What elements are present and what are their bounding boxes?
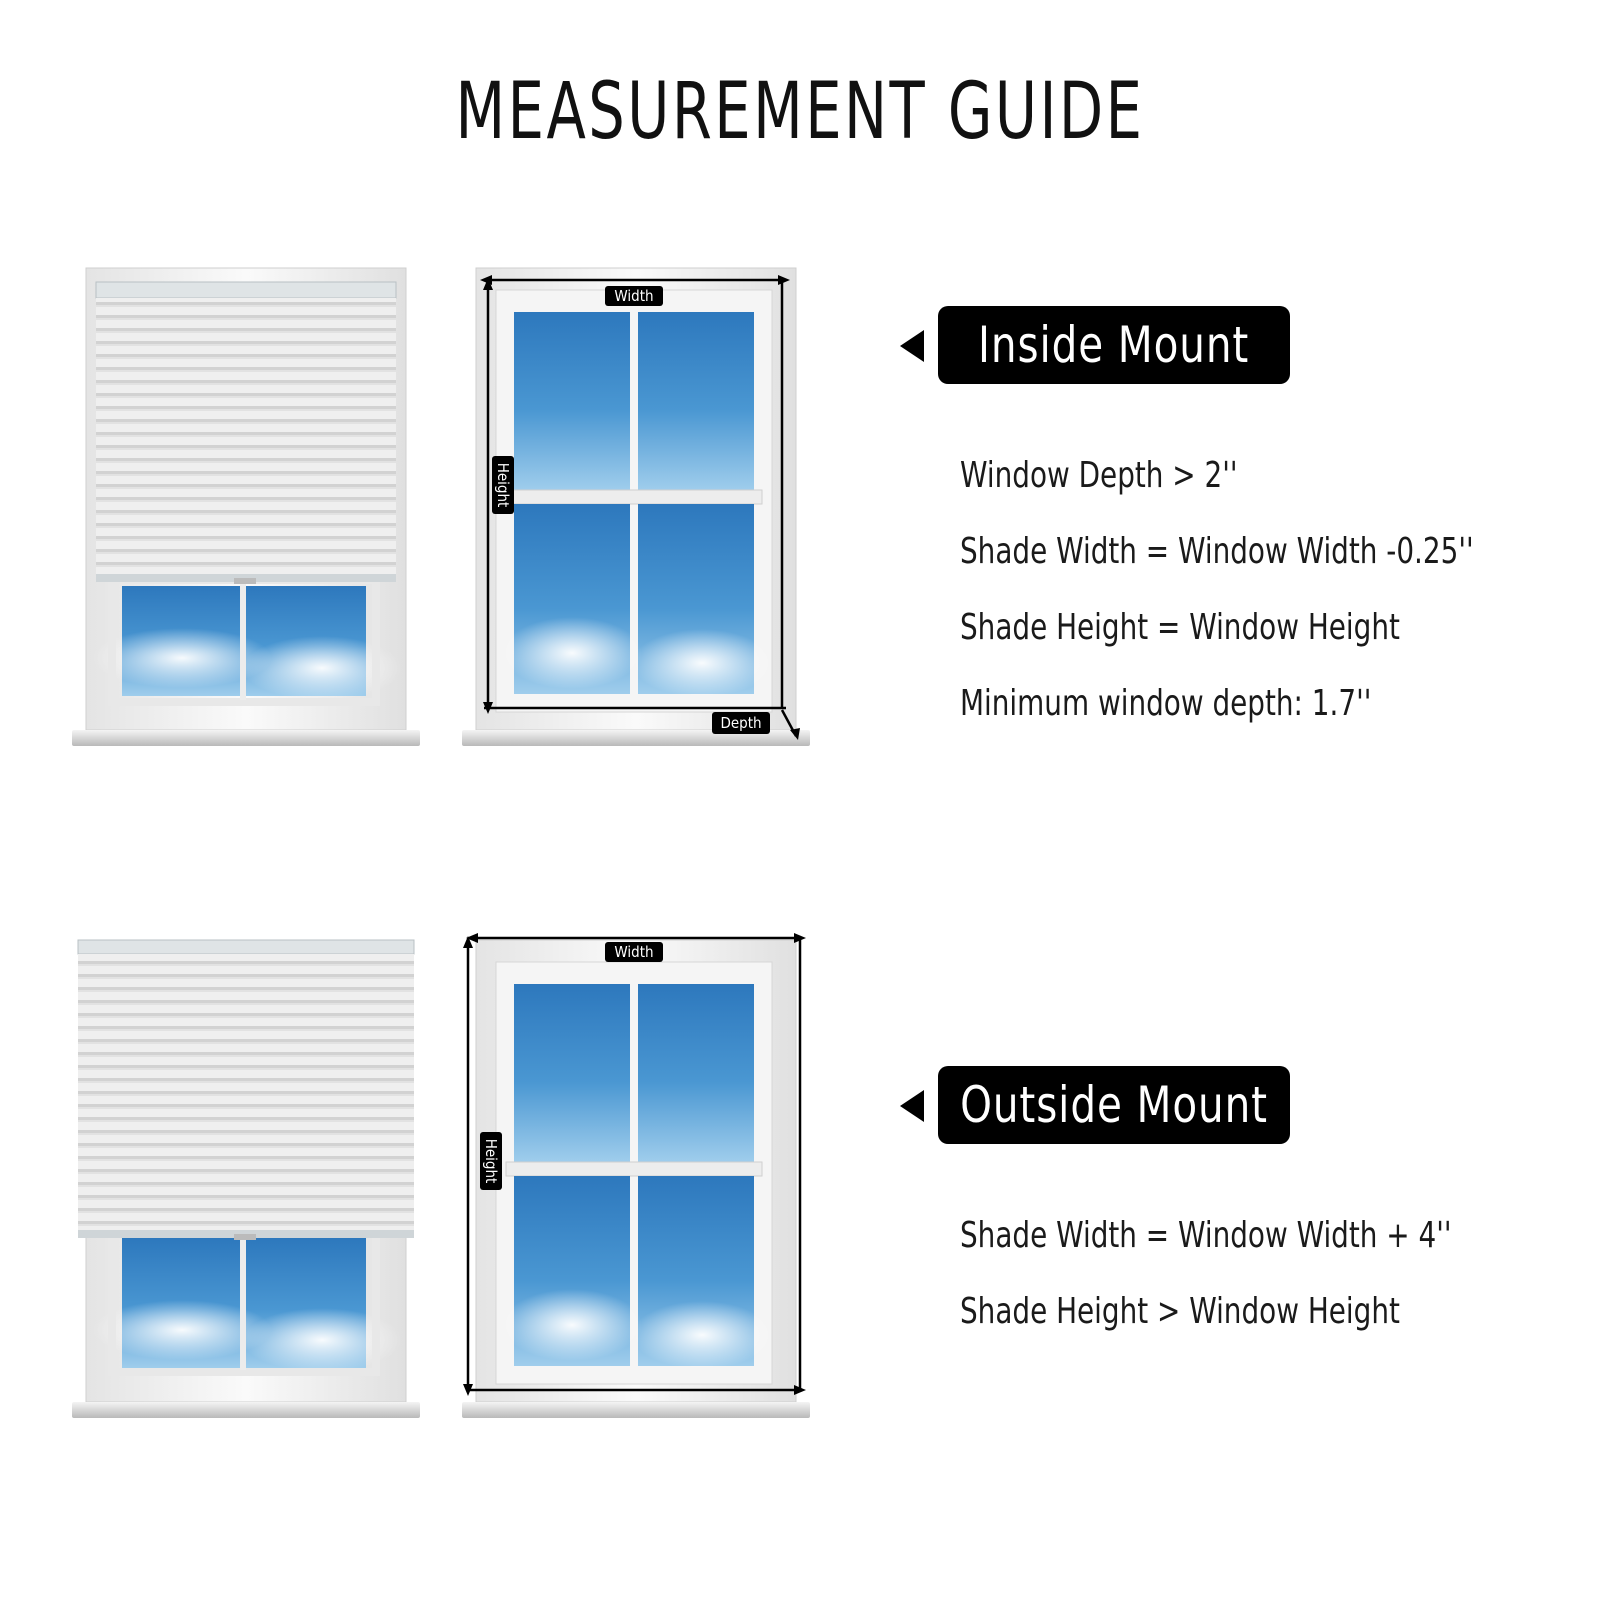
cloud (632, 629, 772, 697)
outside-mount-heading: Outside Mount (938, 1066, 1290, 1144)
upper-pane-right (638, 312, 754, 490)
cloud (502, 617, 642, 689)
upper-pane-left (514, 312, 630, 490)
inside-mount-rules (960, 438, 1557, 742)
page-title: MEASUREMENT GUIDE (455, 67, 1145, 157)
pointer-arrow-icon (900, 330, 924, 362)
inside-mount-label (900, 306, 1290, 386)
window-sill (72, 1402, 420, 1418)
inside-mount-shade-illustration (72, 268, 420, 746)
rule-item: Window Depth > 2'' (960, 455, 1238, 496)
window-mullion (240, 1236, 246, 1370)
upper-pane-left (514, 984, 630, 1162)
width-tag (605, 942, 663, 962)
outside-mount-rules (960, 1198, 1532, 1350)
inside-mount-heading: Inside Mount (938, 306, 1290, 384)
shade-handle (234, 578, 256, 584)
shade-handle (234, 1234, 256, 1240)
rule-item: Minimum window depth: 1.7'' (960, 683, 1372, 724)
svg-text:Width: Width (614, 943, 654, 961)
meeting-rail (506, 490, 762, 504)
meeting-rail (506, 1162, 762, 1176)
inside-mount-measurement-illustration (462, 268, 810, 746)
window-mullion (240, 584, 246, 700)
shade-headrail (78, 940, 414, 954)
pointer-arrow-icon (900, 1090, 924, 1122)
pleated-shade (78, 954, 414, 1234)
shade-headrail (96, 282, 396, 298)
window-sill (462, 1402, 810, 1418)
cloud (632, 1301, 772, 1369)
rule-item: Shade Width = Window Width + 4'' (960, 1215, 1452, 1256)
outside-mount-measurement-illustration (462, 940, 810, 1418)
rule-item: Shade Height > Window Height (960, 1291, 1400, 1332)
upper-pane-right (638, 984, 754, 1162)
depth-tag (712, 712, 770, 734)
rule-item: Shade Height = Window Height (960, 607, 1400, 648)
svg-text:Width: Width (614, 287, 654, 305)
window-sill (72, 730, 420, 746)
outside-mount-label (900, 1066, 1290, 1146)
pleated-shade (96, 298, 396, 580)
cloud (502, 1289, 642, 1361)
height-tag (492, 456, 514, 514)
height-tag (480, 1132, 502, 1190)
svg-text:Height: Height (494, 462, 512, 508)
outside-mount-shade-illustration (72, 940, 420, 1418)
width-tag (605, 286, 663, 306)
svg-text:Depth: Depth (720, 714, 762, 732)
rule-item: Shade Width = Window Width -0.25'' (960, 531, 1474, 572)
svg-text:Height: Height (482, 1138, 500, 1184)
